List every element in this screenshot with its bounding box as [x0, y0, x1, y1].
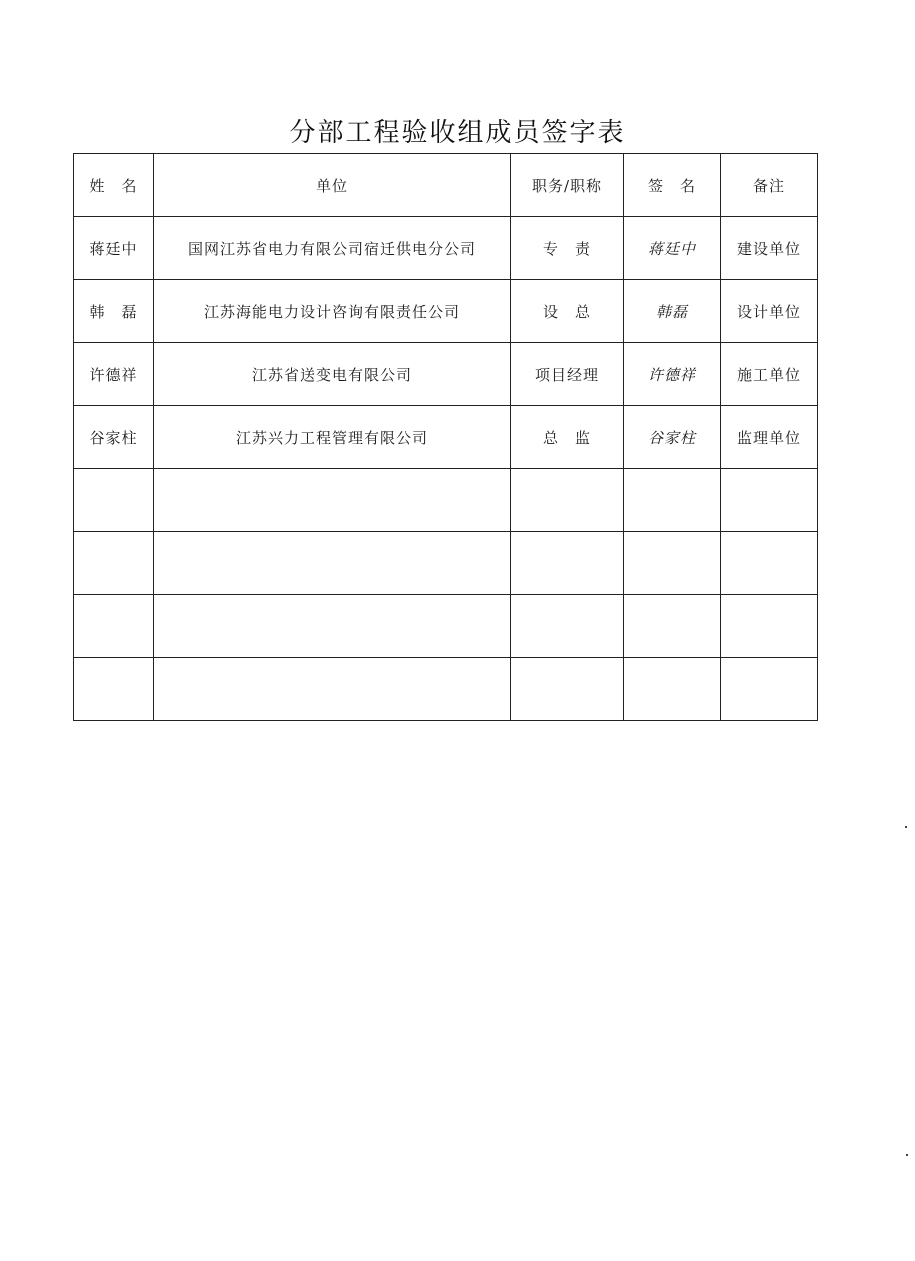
- table-row: [74, 343, 818, 406]
- empty-row: [74, 658, 818, 721]
- empty-row: [74, 532, 818, 595]
- member-unit: 江苏省送变电有限公司: [154, 343, 511, 406]
- signature-table: [73, 153, 818, 721]
- page-title: 分部工程验收组成员签字表: [289, 118, 626, 148]
- member-unit: 江苏海能电力设计咨询有限责任公司: [154, 280, 511, 343]
- member-position: 专 责: [511, 217, 624, 280]
- member-name: 谷家柱: [74, 406, 154, 469]
- header-signature: 签 名: [624, 154, 721, 217]
- header-name: 姓 名: [74, 154, 154, 217]
- member-remark: 设计单位: [721, 280, 818, 343]
- table-row: [74, 280, 818, 343]
- member-remark: 建设单位: [721, 217, 818, 280]
- member-remark: 监理单位: [721, 406, 818, 469]
- member-position: 设 总: [511, 280, 624, 343]
- table-row: [74, 217, 818, 280]
- table-row: [74, 406, 818, 469]
- member-unit: 国网江苏省电力有限公司宿迁供电分公司: [154, 217, 511, 280]
- member-signature: 韩磊: [624, 280, 721, 343]
- empty-row: [74, 595, 818, 658]
- member-name: 许德祥: [74, 343, 154, 406]
- scan-speck: [906, 1154, 908, 1156]
- member-signature: 许德祥: [624, 343, 721, 406]
- header-remark: 备注: [721, 154, 818, 217]
- empty-row: [74, 469, 818, 532]
- header-position: 职务/职称: [511, 154, 624, 217]
- header-unit: 单位: [154, 154, 511, 217]
- member-signature: 蒋廷中: [624, 217, 721, 280]
- member-signature: 谷家柱: [624, 406, 721, 469]
- member-position: 总 监: [511, 406, 624, 469]
- member-name: 蒋廷中: [74, 217, 154, 280]
- member-unit: 江苏兴力工程管理有限公司: [154, 406, 511, 469]
- member-position: 项目经理: [511, 343, 624, 406]
- scan-speck: [905, 826, 907, 828]
- member-name: 韩 磊: [74, 280, 154, 343]
- member-remark: 施工单位: [721, 343, 818, 406]
- header-row: [74, 154, 818, 217]
